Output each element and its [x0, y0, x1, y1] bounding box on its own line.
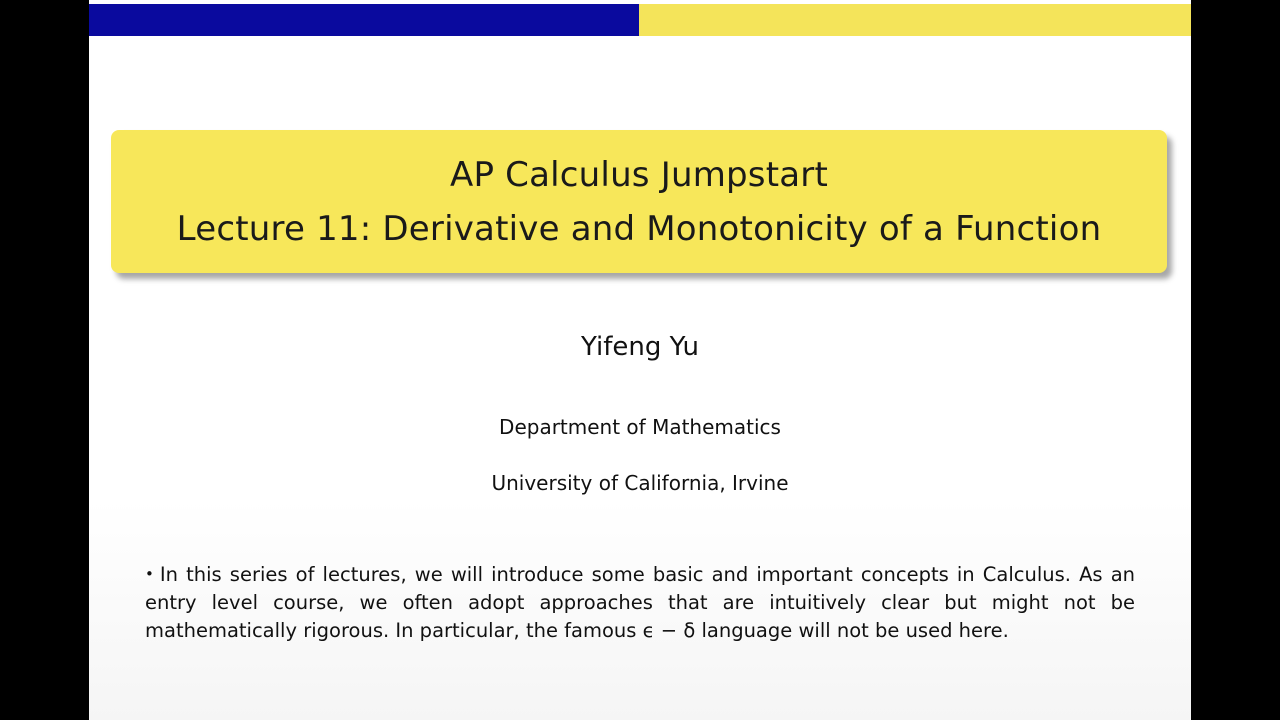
slide — [89, 0, 1191, 720]
intro-text: In this series of lectures, we will introduce some basic and important concepts in Calculus. As an entry level course, we often adopt approaches that are intuitively clear but might not be mathematically rigorous. In particular, the famous ϵ − δ language will not be used here. — [145, 563, 1135, 642]
header-bar-yellow-segment — [639, 4, 1191, 36]
lecture-title: Lecture 11: Derivative and Monotonicity of a Function — [176, 208, 1102, 249]
header-bar — [89, 4, 1191, 36]
university: University of California, Irvine — [491, 471, 789, 495]
author-name: Yifeng Yu — [581, 332, 699, 362]
department: Department of Mathematics — [499, 415, 781, 439]
bullet-icon: • — [145, 565, 154, 583]
title-box — [111, 130, 1167, 273]
header-bar-blue-segment — [89, 4, 639, 36]
course-title: AP Calculus Jumpstart — [449, 154, 829, 195]
intro-paragraph — [145, 560, 1135, 645]
